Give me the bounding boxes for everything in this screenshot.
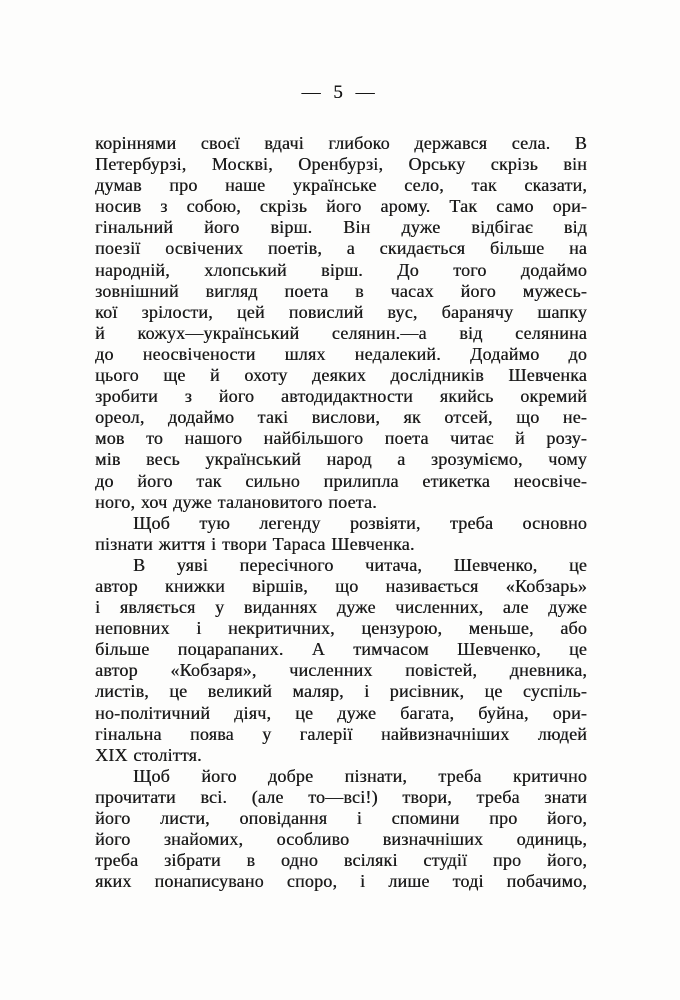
text-line: автор книжки віршів, що називається «Кобзарь» <box>95 575 587 596</box>
text-line: Щоб його добре пізнати, треба критично <box>133 765 587 786</box>
text-line: більше поцарапаних. А тимчасом Шевченко, це <box>95 639 587 660</box>
text-line: автор «Кобзаря», численних повістей, дневника, <box>95 660 587 681</box>
text-line: но-політичний діяч, це дуже багата, буйна, ори- <box>95 702 587 723</box>
text-line: і являється у виданнях дуже численних, але дуже <box>95 597 587 618</box>
text-line: Петербурзі, Москві, Оренбурзі, Орську скрізь він <box>95 154 587 175</box>
text-line: треба зібрати в одно всілякі студії про його, <box>95 850 587 871</box>
text-line: пізнати життя і твори Тараса Шевченка. <box>95 533 415 554</box>
text-line: гінальний його вірш. Він дуже відбігає від <box>95 217 587 238</box>
text-line: листів, це великий маляр, і рисівник, це суспіль- <box>95 681 587 702</box>
text-line: неповних і некритичних, цензурою, меньше, або <box>95 618 587 639</box>
text-line: й кожух—український селянин.—а від селянина <box>95 322 587 343</box>
text-line: зовнішний вигляд поета в часах його мужесь- <box>95 280 587 301</box>
text-line: прочитати всі. (але то—всі!) твори, треба знати <box>95 786 587 807</box>
text-line: коріннями своєї вдачі глибоко держався села. В <box>95 133 587 153</box>
text-line: його знайомих, особливо визначніших одиниць, <box>95 829 587 850</box>
text-line: зробити з його автодидактности якийсь окремий <box>95 386 587 407</box>
text-line: до його так сильно прилипла етикетка неосвіче- <box>95 470 587 491</box>
text-line: цього ще й охоту деяких дослідників Шевченка <box>95 365 587 386</box>
text-line: Щоб тую легенду розвіяти, треба основно <box>133 512 587 533</box>
text-line: народній, хлопський вірш. До того додаймо <box>95 259 587 280</box>
text-line: яких понаписувано споро, і лише тоді побачимо, <box>95 871 587 892</box>
text-line: В уяві пересічного читача, Шевченко, це <box>133 554 587 575</box>
text-line: мов то нашого найбільшого поета читає й розу- <box>95 428 587 449</box>
page-number: — 5 — <box>301 82 379 103</box>
text-line: носив з собою, скрізь його арому. Так само ори- <box>95 196 587 217</box>
text-line: кої зрілости, цей повислий вус, баранячу шапку <box>95 301 587 322</box>
text-line: гінальна поява у галерії найвизначніших людей <box>95 723 587 744</box>
text-line: ного, хоч дуже талановитого поета. <box>95 491 377 512</box>
text-line: до неосвічености шлях недалекий. Додаймо до <box>95 343 587 364</box>
text-line: XIX століття. <box>95 744 202 765</box>
text-line: думав про наше українське село, так сказати, <box>95 175 587 196</box>
text-line: поезії освічених поетів, а скидається більше на <box>95 238 587 259</box>
text-line: його листи, оповідання і спомини про його, <box>95 808 587 828</box>
text-line: мів весь український народ а зрозуміємо, чому <box>95 449 587 470</box>
body-text <box>95 133 587 892</box>
text-line: ореол, додаймо такі вислови, як отсей, що не- <box>95 407 587 428</box>
